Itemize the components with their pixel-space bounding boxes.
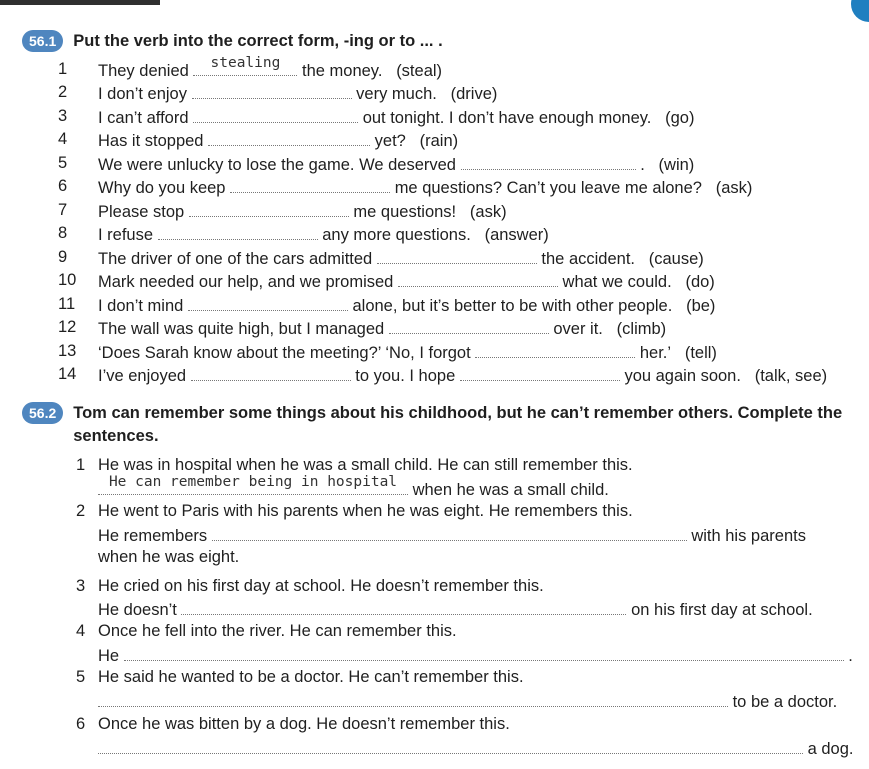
item-number: 6 bbox=[76, 715, 86, 733]
sentence-start: He remembers bbox=[98, 527, 208, 545]
sentence-start: Please stop bbox=[98, 203, 185, 221]
sentence-start: ‘Does Sarah know about the meeting?’ ‘No, I forgot bbox=[98, 344, 471, 362]
verb-hint: (steal) bbox=[396, 62, 443, 80]
item-number: 13 bbox=[58, 342, 77, 360]
sentence-end: on his first day at school. bbox=[631, 601, 813, 619]
sentence-start: He doesn’t bbox=[98, 601, 177, 619]
item-number: 10 bbox=[58, 271, 77, 289]
item-prompt-line bbox=[98, 666, 524, 688]
item-number-wrap bbox=[76, 575, 85, 597]
item-answer-line-continued bbox=[98, 546, 239, 568]
item-number: 2 bbox=[58, 83, 68, 101]
sentence-start: They denied bbox=[98, 62, 189, 80]
item-answer-line bbox=[98, 597, 813, 621]
item-number: 11 bbox=[58, 295, 76, 313]
answer-blank[interactable] bbox=[208, 128, 370, 146]
sentence-start: Mark needed our help, and we promised bbox=[98, 273, 394, 291]
item-number: 3 bbox=[76, 577, 86, 595]
item-text bbox=[98, 222, 549, 246]
verb-hint: (win) bbox=[658, 156, 695, 174]
sentence-start: The driver of one of the cars admitted bbox=[98, 250, 373, 268]
sentence-start: I can’t afford bbox=[98, 109, 189, 127]
sentence-end: to you. I hope bbox=[355, 367, 456, 385]
answer-blank[interactable] bbox=[98, 689, 728, 707]
item-number: 5 bbox=[58, 154, 68, 172]
item-number: 9 bbox=[58, 248, 68, 266]
verb-hint: (ask) bbox=[469, 203, 507, 221]
item-number: 8 bbox=[58, 224, 68, 242]
item-text bbox=[98, 55, 443, 82]
sentence-end: when he was a small child. bbox=[412, 481, 609, 499]
item-prompt-line bbox=[98, 500, 633, 522]
verb-hint: (ask) bbox=[715, 179, 753, 197]
answer-blank[interactable] bbox=[192, 81, 352, 99]
answer-blank[interactable] bbox=[181, 597, 626, 615]
exercise-56-2-header bbox=[22, 402, 853, 448]
answer-blank[interactable] bbox=[475, 340, 635, 358]
item-number: 4 bbox=[76, 622, 86, 640]
sentence-end: the accident. bbox=[541, 250, 635, 268]
item-prompt: He cried on his first day at school. He doesn’t remember this. bbox=[98, 577, 544, 595]
item-text bbox=[98, 340, 717, 364]
verb-hint: (climb) bbox=[616, 320, 667, 338]
item-number: 4 bbox=[58, 130, 68, 148]
sentence-end: . bbox=[848, 647, 853, 665]
item-text bbox=[98, 105, 694, 129]
item-prompt-line bbox=[98, 713, 510, 735]
answer-blank[interactable] bbox=[461, 152, 636, 170]
sentence-end: to be a doctor. bbox=[732, 693, 838, 711]
item-prompt: He was in hospital when he was a small child. He can still remember this. bbox=[98, 456, 633, 474]
sentence-end: alone, but it’s better to be with other people. bbox=[352, 297, 673, 315]
answer-blank[interactable] bbox=[188, 293, 348, 311]
answer-blank[interactable] bbox=[191, 363, 351, 381]
answer-blank[interactable] bbox=[193, 55, 297, 76]
item-prompt-line bbox=[98, 620, 457, 642]
item-number: 1 bbox=[76, 456, 86, 474]
exercise-badge: 56.1 bbox=[22, 30, 63, 52]
item-number-wrap bbox=[76, 620, 85, 642]
item-text bbox=[98, 316, 666, 340]
item-number-wrap bbox=[76, 500, 85, 522]
sentence-start: I refuse bbox=[98, 226, 154, 244]
item-text bbox=[98, 293, 715, 317]
item-number: 12 bbox=[58, 318, 77, 336]
verb-hint: (go) bbox=[665, 109, 695, 127]
sentence-continuation: when he was eight. bbox=[98, 548, 240, 566]
sentence-end: the money. bbox=[302, 62, 383, 80]
item-text bbox=[98, 199, 507, 223]
sentence-end: a dog. bbox=[807, 740, 854, 758]
item-number: 7 bbox=[58, 201, 68, 219]
item-answer-line bbox=[98, 643, 853, 667]
item-prompt: He said he wanted to be a doctor. He can’t remember this. bbox=[98, 668, 524, 686]
item-number: 1 bbox=[58, 60, 68, 78]
corner-tab bbox=[851, 0, 869, 22]
sentence-start: He bbox=[98, 647, 120, 665]
exercise-badge: 56.2 bbox=[22, 402, 63, 424]
item-text bbox=[98, 246, 704, 270]
sentence-end: me questions? Can’t you leave me alone? bbox=[394, 179, 702, 197]
sentence-end: with his parents bbox=[691, 527, 806, 545]
exercise-instruction: Tom can remember some things about his childhood, but he can’t remember others. Complete the sentences. bbox=[73, 404, 843, 445]
sentence-end: me questions! bbox=[353, 203, 457, 221]
answer-blank[interactable] bbox=[212, 523, 687, 541]
item-number-wrap bbox=[76, 454, 85, 476]
item-number-wrap bbox=[76, 666, 85, 688]
item-text bbox=[98, 152, 694, 176]
sentence-end: any more questions. bbox=[322, 226, 471, 244]
sentence-end: what we could. bbox=[562, 273, 672, 291]
sentence-end: . bbox=[640, 156, 645, 174]
item-prompt-line bbox=[98, 575, 544, 597]
verb-hint: (answer) bbox=[484, 226, 549, 244]
item-text bbox=[98, 269, 715, 293]
sentence-start: Has it stopped bbox=[98, 132, 204, 150]
sentence-end: her.’ bbox=[639, 344, 672, 362]
answer-blank[interactable] bbox=[158, 222, 318, 240]
answer-text: stealing bbox=[210, 55, 281, 71]
verb-hint: (do) bbox=[685, 273, 715, 291]
answer-blank[interactable] bbox=[98, 736, 803, 754]
sentence-start: The wall was quite high, but I managed bbox=[98, 320, 385, 338]
sentence-end: you again soon. bbox=[624, 367, 741, 385]
verb-hint: (talk, see) bbox=[754, 367, 828, 385]
sentence-end: very much. bbox=[356, 85, 437, 103]
verb-hint: (drive) bbox=[450, 85, 498, 103]
verb-hint: (tell) bbox=[684, 344, 717, 362]
answer-blank[interactable] bbox=[230, 175, 390, 193]
item-text bbox=[98, 81, 497, 105]
verb-hint: (rain) bbox=[419, 132, 459, 150]
answer-blank[interactable] bbox=[389, 316, 549, 334]
item-text bbox=[98, 128, 458, 152]
item-answer-line bbox=[98, 689, 837, 713]
item-answer-line bbox=[98, 474, 609, 501]
sentence-end: yet? bbox=[374, 132, 406, 150]
item-number: 2 bbox=[76, 502, 86, 520]
verb-hint: (cause) bbox=[648, 250, 704, 268]
item-prompt: He went to Paris with his parents when he was eight. He remembers this. bbox=[98, 502, 633, 520]
sentence-start: I don’t enjoy bbox=[98, 85, 187, 103]
item-answer-line bbox=[98, 736, 853, 760]
answer-blank[interactable] bbox=[398, 269, 558, 287]
answer-text: He can remember being in hospital bbox=[108, 474, 398, 490]
answer-blank[interactable] bbox=[377, 246, 537, 264]
item-number: 6 bbox=[58, 177, 68, 195]
exercise-56-1-header bbox=[22, 30, 443, 53]
sentence-start: We were unlucky to lose the game. We deserved bbox=[98, 156, 456, 174]
item-number-wrap bbox=[76, 713, 85, 735]
exercise-instruction: Put the verb into the correct form, -ing or to ... . bbox=[73, 32, 443, 50]
item-prompt: Once he was bitten by a dog. He doesn’t remember this. bbox=[98, 715, 510, 733]
item-answer-line bbox=[98, 523, 806, 547]
answer-blank[interactable] bbox=[193, 105, 358, 123]
answer-blank[interactable] bbox=[98, 474, 408, 495]
sentence-start: I’ve enjoyed bbox=[98, 367, 187, 385]
item-text bbox=[98, 363, 827, 387]
item-number: 3 bbox=[58, 107, 68, 125]
item-number: 14 bbox=[58, 365, 77, 383]
sentence-start: Why do you keep bbox=[98, 179, 226, 197]
answer-blank[interactable] bbox=[124, 643, 844, 661]
sentence-end: over it. bbox=[553, 320, 603, 338]
answer-blank[interactable] bbox=[189, 199, 349, 217]
page-header-bar bbox=[0, 0, 160, 5]
item-number: 5 bbox=[76, 668, 86, 686]
verb-hint: (be) bbox=[686, 297, 716, 315]
sentence-start: I don’t mind bbox=[98, 297, 184, 315]
answer-blank[interactable] bbox=[460, 363, 620, 381]
item-text bbox=[98, 175, 752, 199]
sentence-end: out tonight. I don’t have enough money. bbox=[362, 109, 652, 127]
item-prompt: Once he fell into the river. He can remember this. bbox=[98, 622, 457, 640]
